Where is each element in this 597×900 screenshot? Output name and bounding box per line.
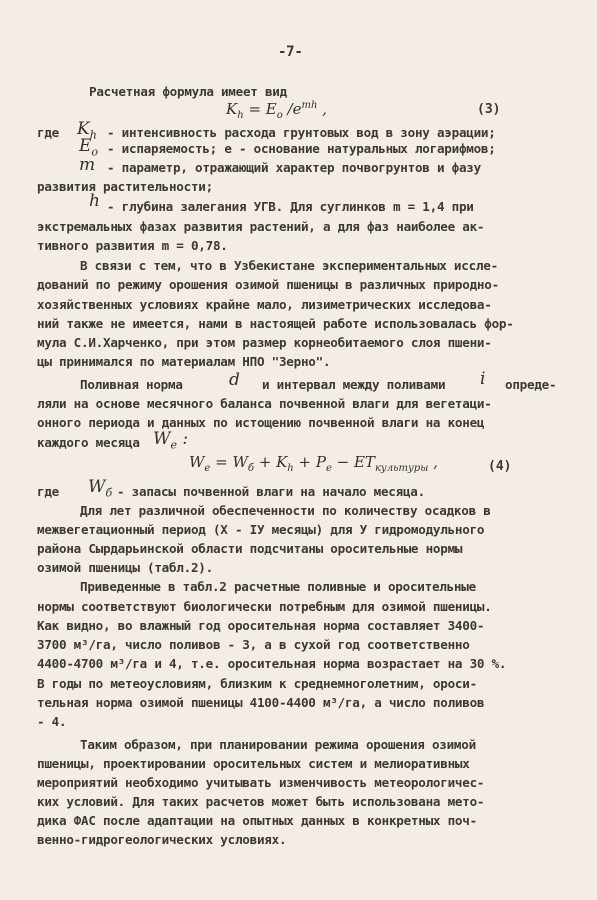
para1-line: ний также не имеется, нами в настоящей работе использовалась фор- <box>37 316 514 331</box>
para5-line: пшеницы, проектировании оросительных систем и мелиоративных <box>37 756 470 771</box>
para4-line: 4400-4700 м³/га и 4, т.е. оросительная норма возрастает на 30 %. <box>37 656 507 671</box>
para5-line: ких условий. Для таких расчетов может быть использована мето- <box>37 794 485 809</box>
kh-symbol: $K_h$ <box>77 119 97 142</box>
para3-line: Для лет различной обеспеченности по количеству осадков в <box>80 503 491 518</box>
para2-line1-start: Поливная норма <box>80 377 183 392</box>
para3-line: межвегетационный период (X - IУ месяцы) для У гидромодульного <box>37 522 485 537</box>
para1-line: цы принимался по материалам НПО "Зерно". <box>37 354 331 369</box>
para1-line: В связи с тем, что в Узбекистане экспериментальных иссле- <box>80 258 498 273</box>
para5-line: венно-гидрогеологических условиях. <box>37 832 287 847</box>
formula-4-number: (4) <box>488 459 512 474</box>
formula-3: $K_h = E_o$ $/e^{mh}$ , <box>226 100 327 121</box>
h-definition-2: экстремальных фазах развития растений, а для фаз наиболее ак- <box>37 219 485 234</box>
h-symbol: h <box>89 191 100 211</box>
i-symbol: i <box>480 369 486 389</box>
para3-line: озимой пшеницы (табл.2). <box>37 560 213 575</box>
para2-line: ляли на основе месячного баланса почвенной влаги для вегетаци- <box>37 396 492 411</box>
para3-line: района Сырдарьинской области подсчитаны оросительные нормы <box>37 541 463 556</box>
eo-definition: - испаряемость; е - основание натуральных логарифмов; <box>107 141 496 156</box>
eo-symbol: $E_o$ <box>79 136 99 159</box>
m-definition-cont: развития растительности; <box>37 179 213 194</box>
para4-line: 3700 м³/га, число поливов - 3, а в сухой год соответственно <box>37 637 470 652</box>
para4-line: Как видно, во влажный год оросительная норма составляет 3400- <box>37 618 485 633</box>
para2-line: онного периода и данных по истощению почвенной влаги на конец <box>37 415 485 430</box>
para1-line: дований по режиму орошения озимой пшеницы в различных природно- <box>37 277 499 292</box>
para4-line: Приведенные в табл.2 расчетные поливные и оросительные <box>80 579 476 594</box>
we-symbol: $W_e$ : <box>153 429 189 452</box>
para5-line: дика ФАС после адаптации на опытных данных в конкретных поч- <box>37 813 477 828</box>
para2-line1-mid: и интервал между поливами <box>262 377 446 392</box>
where-label-2: где <box>37 484 59 499</box>
para2-line: каждого месяца <box>37 435 140 450</box>
where-label: где <box>37 125 59 140</box>
kh-definition: - интенсивность расхода грунтовых вод в зону аэрации; <box>107 125 496 140</box>
para4-line: В годы по метеоусловиям, близким к среднемноголетним, ороси- <box>37 676 477 691</box>
h-definition-3: тивного развития m = 0,78. <box>37 238 228 253</box>
m-definition: - параметр, отражающий характер почвогрунтов и фазу <box>107 160 481 175</box>
page-number: -7- <box>278 44 303 60</box>
formula-3-intro: Расчетная формула имеет вид <box>89 84 287 99</box>
formula-4: $W_e = W_б + K_h + P_e - ET_{культуры}$ , <box>189 453 438 474</box>
para1-line: мула С.И.Харченко, при этом размер корнеобитаемого слоя пшени- <box>37 335 492 350</box>
para5-line: Таким образом, при планировании режима орошения озимой <box>80 737 476 752</box>
formula-3-number: (3) <box>477 102 501 117</box>
para4-line: нормы соответствуют биологически потребным для озимой пшеницы. <box>37 599 492 614</box>
para4-line: - 4. <box>37 714 67 729</box>
para1-line: хозяйственных условиях крайне мало, лизиметрических исследова- <box>37 297 492 312</box>
h-definition: - глубина залегания УГВ. Для суглинков m = 1,4 при <box>107 199 474 214</box>
m-symbol: m <box>79 155 96 175</box>
wb-definition: - запасы почвенной влаги на начало месяца. <box>117 484 425 499</box>
d-symbol: d <box>229 370 240 390</box>
wb-symbol: $W_б$ <box>88 477 113 500</box>
para5-line: мероприятий необходимо учитывать изменчивость метеорологичес- <box>37 775 485 790</box>
para2-line1-end: опреде- <box>505 377 557 392</box>
para4-line: тельная норма озимой пшеницы 4100-4400 м³/га, а число поливов <box>37 695 485 710</box>
